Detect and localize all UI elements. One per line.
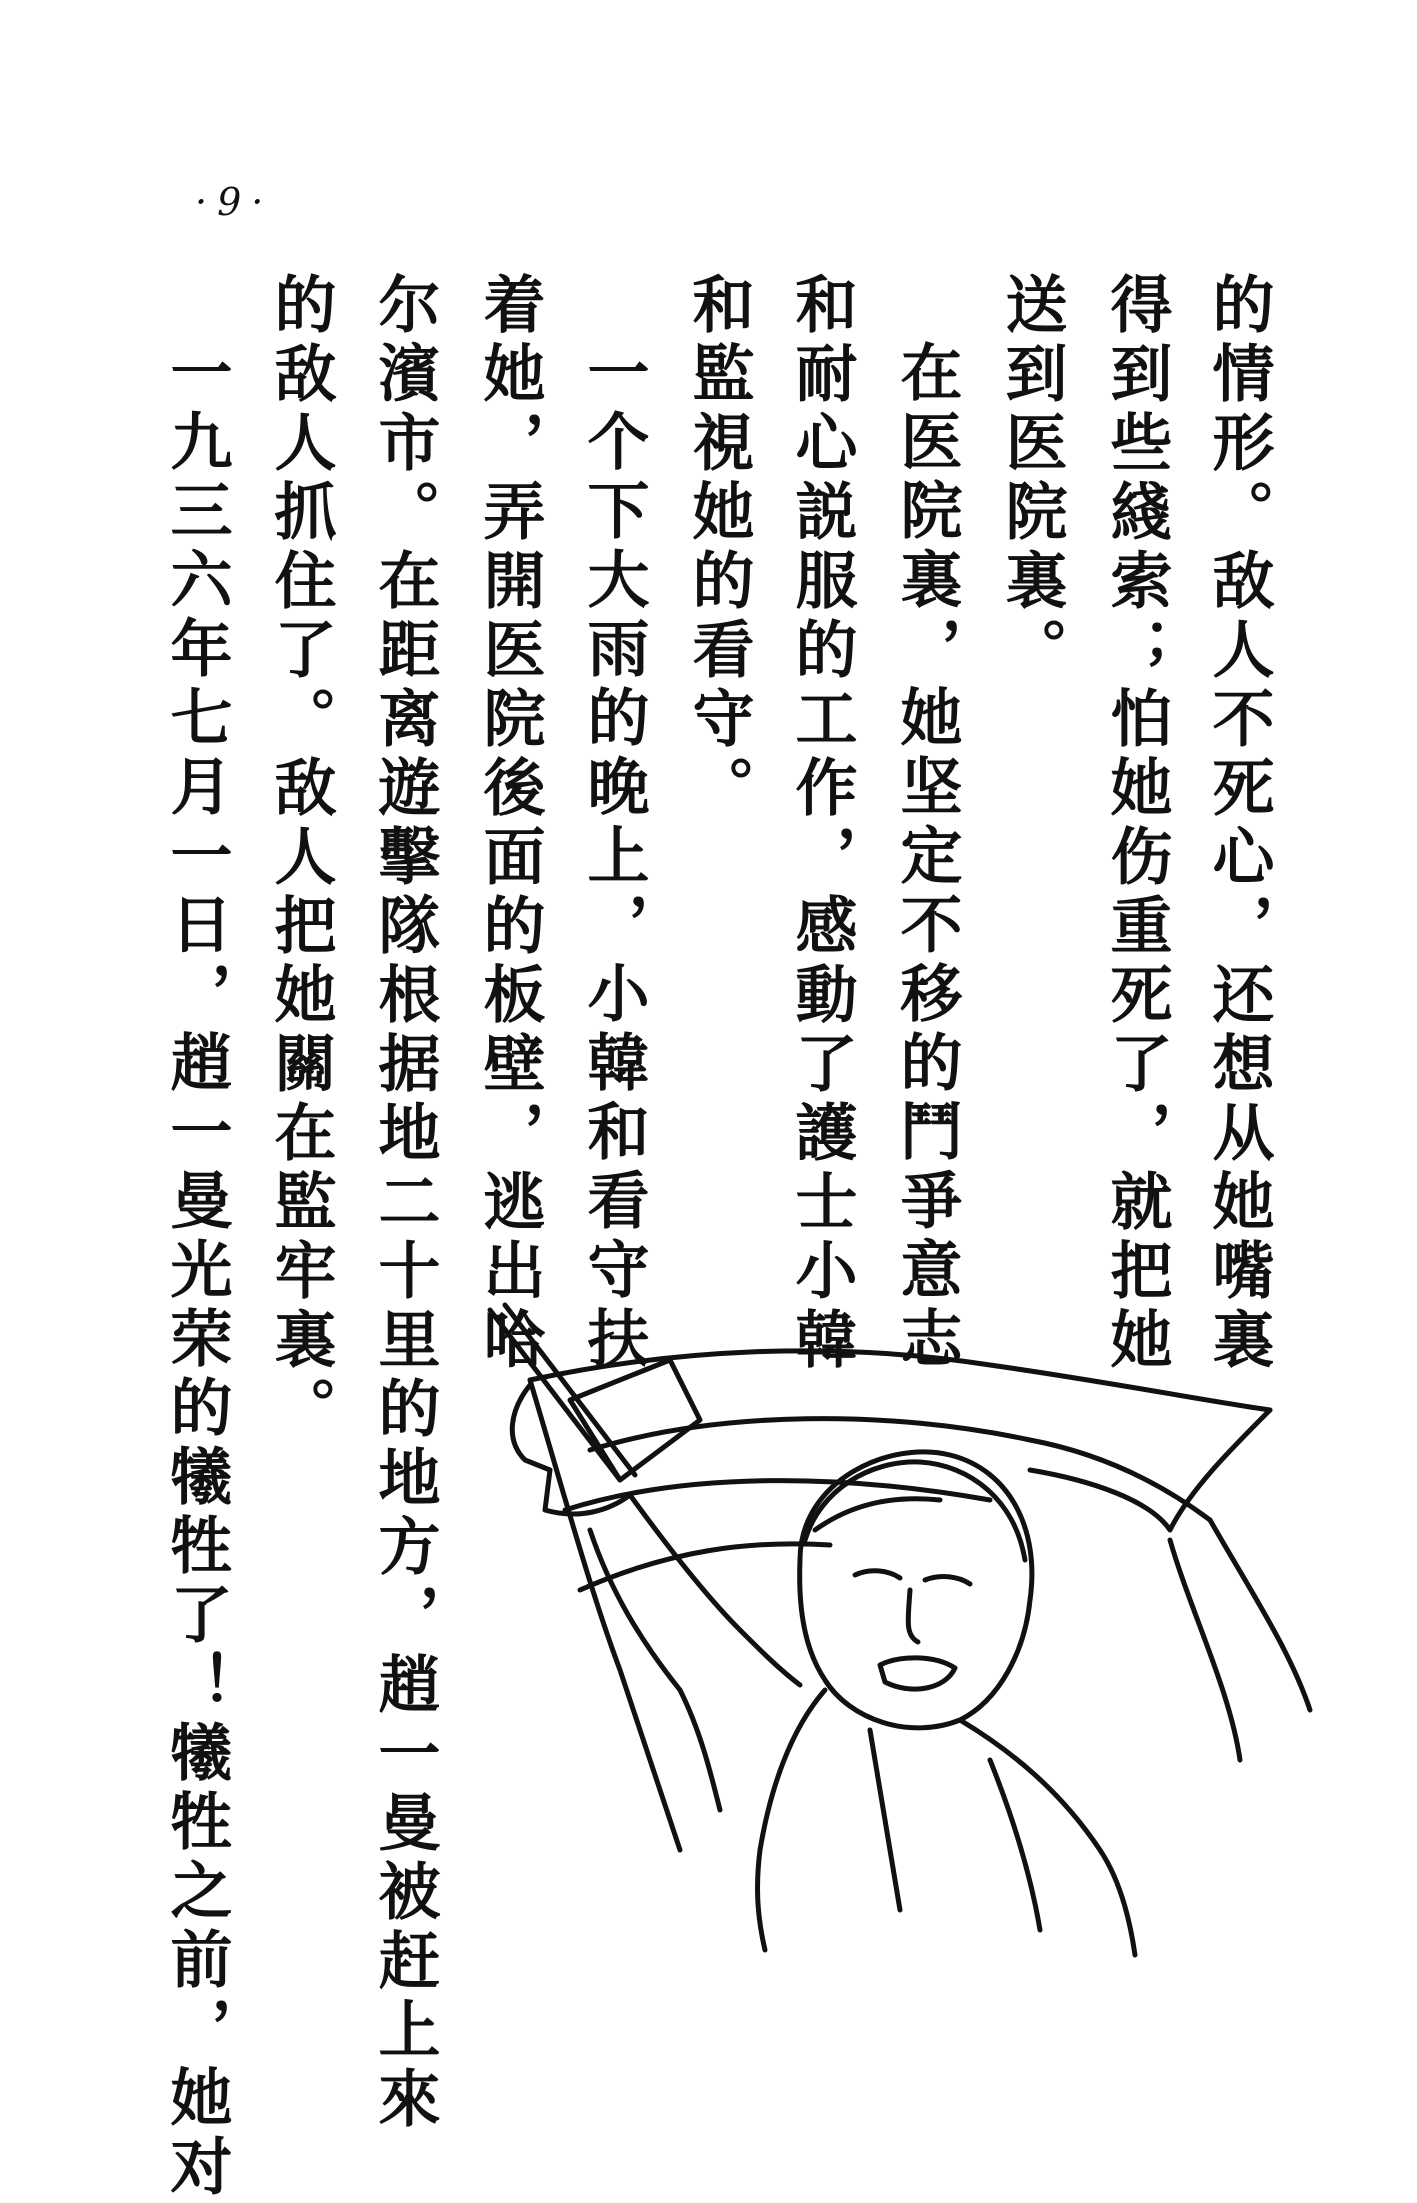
text-column-1: 的情形。敌人不死心，还想从她嘴裏 [1202, 272, 1275, 1376]
text-column-2: 得到些綫索；怕她伤重死了，就把她 [1100, 272, 1173, 1376]
page-number: ·9· [195, 180, 274, 224]
text-column-8: 着她，弄開医院後面的板壁，逃出哈 [473, 272, 546, 1376]
text-column-6: 和監視她的看守。 [682, 272, 755, 824]
woman-with-pistol-illustration [470, 1290, 1330, 1960]
text-column-11: 一九三六年七月一日，趙一曼光荣的犧牲了！犧牲之前，她对 [160, 340, 233, 2203]
text-column-7: 一个下大雨的晚上，小韓和看守扶 [577, 340, 650, 1375]
text-column-5: 和耐心説服的工作，感動了護士小韓 [785, 272, 858, 1376]
text-column-10: 的敌人抓住了。敌人把她關在監牢裏。 [264, 272, 337, 1445]
text-column-3: 送到医院裏。 [995, 272, 1068, 686]
text-column-4: 在医院裏，她坚定不移的鬥爭意志 [890, 340, 963, 1375]
text-column-9: 尔濱市。在距离遊擊隊根据地二十里的地方，趙一曼被赶上來 [368, 272, 441, 2135]
